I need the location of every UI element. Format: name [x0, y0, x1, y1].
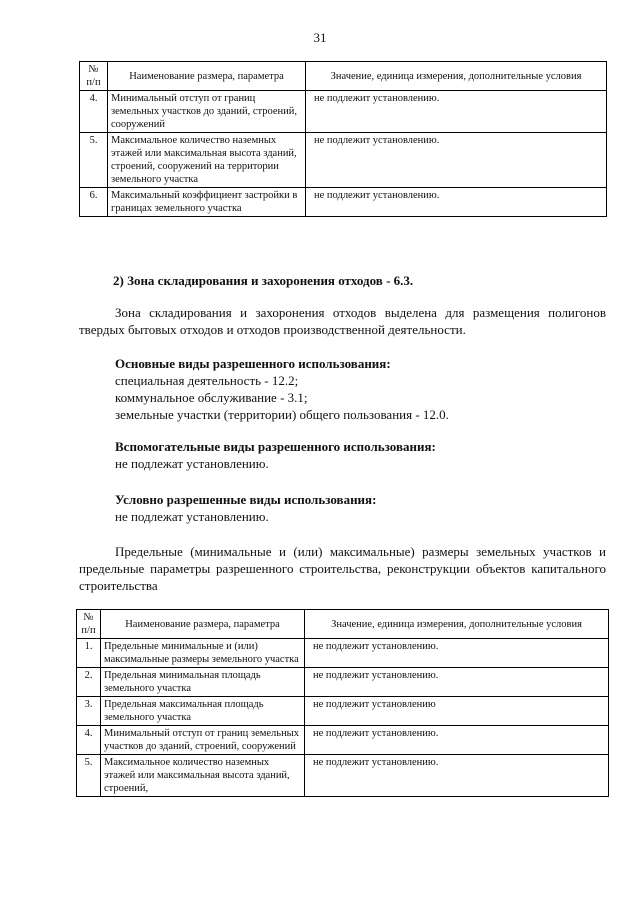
row-value: не подлежит установлению.	[305, 639, 609, 668]
row-value: не подлежит установлению	[305, 697, 609, 726]
table-row	[80, 133, 607, 188]
row-number: 1.	[77, 639, 101, 668]
table-row	[77, 639, 609, 668]
row-value: не подлежит установлению.	[305, 726, 609, 755]
zone-description: Зона складирования и захоронения отходов выделена для размещения полигонов твердых бытовых отходов и отходов производственной деятельности.	[79, 305, 606, 337]
table-row	[77, 697, 609, 726]
table-row	[80, 188, 607, 217]
main-uses-title: Основные виды разрешенного использования:	[115, 356, 391, 371]
cond-uses-title: Условно разрешенные виды использования:	[115, 492, 377, 507]
row-parameter: Минимальный отступ от границ земельных участков до зданий, строений, сооружений	[101, 726, 305, 755]
row-value: не подлежит установлению.	[306, 188, 607, 217]
row-parameter: Предельная минимальная площадь земельного участка	[101, 668, 305, 697]
aux-uses-title: Вспомогательные виды разрешенного использования:	[115, 439, 436, 454]
row-number: 6.	[80, 188, 108, 217]
cond-uses-value: не подлежат установлению.	[115, 509, 269, 524]
column-header-name: Наименование размера, параметра	[108, 62, 306, 91]
row-number: 3.	[77, 697, 101, 726]
row-parameter: Предельные минимальные и (или) максимальные размеры земельного участка	[101, 639, 305, 668]
row-value: не подлежит установлению.	[306, 91, 607, 133]
cond-uses-block	[79, 491, 640, 525]
table-row	[80, 91, 607, 133]
column-header-num: № п/п	[80, 62, 108, 91]
main-uses-block	[79, 355, 640, 423]
row-number: 5.	[80, 133, 108, 188]
row-parameter: Минимальный отступ от границ земельных участков до зданий, строений, сооружений	[108, 91, 306, 133]
table-row	[77, 726, 609, 755]
row-value: не подлежит установлению.	[305, 755, 609, 797]
main-use-item: земельные участки (территории) общего пользования - 12.0.	[115, 407, 449, 422]
main-use-item: специальная деятельность - 12.2;	[115, 373, 299, 388]
zone-heading: 2) Зона складирования и захоронения отходов - 6.3.	[113, 273, 414, 288]
table-row	[77, 755, 609, 797]
row-parameter: Предельная максимальная площадь земельного участка	[101, 697, 305, 726]
column-header-value: Значение, единица измерения, дополнительные условия	[305, 610, 609, 639]
limits-text: Предельные (минимальные и (или) максимальные) размеры земельных участков и предельные параметры разрешенного строительства, реконструкции объектов капитального строительства	[79, 544, 606, 593]
table-header-row	[80, 62, 607, 91]
row-number: 5.	[77, 755, 101, 797]
aux-uses-value: не подлежат установлению.	[115, 456, 269, 471]
row-number: 2.	[77, 668, 101, 697]
row-parameter: Максимальное количество наземных этажей или максимальная высота зданий, строений, сооружений на территории земельного участка	[108, 133, 306, 188]
column-header-name: Наименование размера, параметра	[101, 610, 305, 639]
row-number: 4.	[80, 91, 108, 133]
column-header-value: Значение, единица измерения, дополнительные условия	[306, 62, 607, 91]
table-row	[77, 668, 609, 697]
row-parameter: Максимальное количество наземных этажей или максимальная высота зданий, строений,	[101, 755, 305, 797]
page-number: 31	[313, 30, 327, 45]
row-value: не подлежит установлению.	[305, 668, 609, 697]
row-number: 4.	[77, 726, 101, 755]
table-header-row	[77, 610, 609, 639]
main-use-item: коммунальное обслуживание - 3.1;	[115, 390, 308, 405]
parameters-table-2	[76, 609, 609, 797]
row-parameter: Максимальный коэффициент застройки в границах земельного участка	[108, 188, 306, 217]
parameters-table-1	[79, 61, 607, 217]
row-value: не подлежит установлению.	[306, 133, 607, 188]
aux-uses-block	[79, 438, 640, 472]
column-header-num: № п/п	[77, 610, 101, 639]
